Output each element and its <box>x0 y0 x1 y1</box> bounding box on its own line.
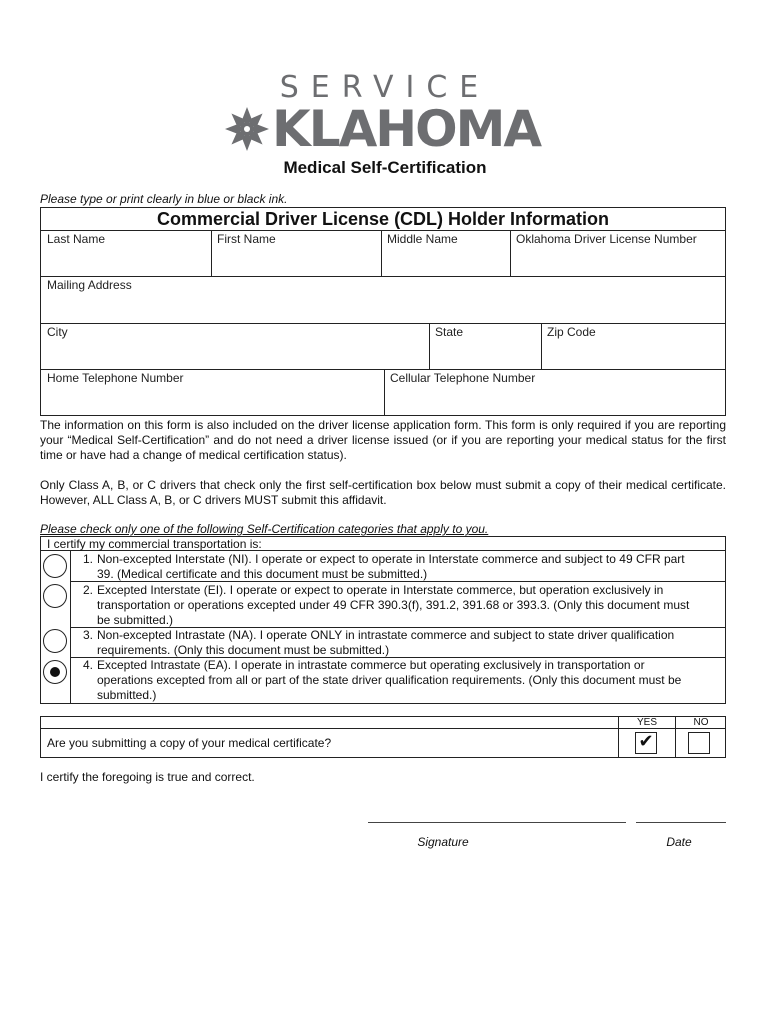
no-checkbox[interactable] <box>688 732 710 754</box>
city-field[interactable]: City <box>47 325 68 339</box>
mailing-address-field[interactable]: Mailing Address <box>47 278 132 292</box>
certification-instruction: Please check only one of the following Self-Certification categories that apply to you. <box>40 522 489 536</box>
middle-name-field[interactable]: Middle Name <box>387 232 458 246</box>
radio-excepted-intrastate[interactable] <box>43 660 67 684</box>
cell-phone-field[interactable]: Cellular Telephone Number <box>390 371 536 385</box>
radio-selected-dot <box>50 667 60 677</box>
cert-option-number: 1. <box>82 552 93 566</box>
cert-option-text: Non-excepted Interstate (NI). I operate or expect to operate in Interstate commerce and subject to 49 CFR part 39. (Medical certificate and this document must be submitted.) <box>97 552 685 581</box>
form-title: Medical Self-Certification <box>283 158 487 177</box>
certification-intro: I certify my commercial transportation is: <box>47 537 262 551</box>
radio-excepted-interstate[interactable] <box>43 584 67 608</box>
cert-option-number: 3. <box>82 628 93 642</box>
last-name-field[interactable]: Last Name <box>47 232 106 246</box>
cert-option-text: Excepted Intrastate (EA). I operate in intrastate commerce but operating exclusively in transportation or operations excepted from all or part of the state driver qualification requirements. (Only this document must be submitted.) <box>97 658 682 702</box>
yes-label: YES <box>636 717 657 728</box>
medical-certificate-question: Are you submitting a copy of your medical certificate? <box>47 736 332 750</box>
state-field[interactable]: State <box>435 325 464 339</box>
logo-service-text: SERVICE <box>279 70 491 105</box>
info-paragraph: The information on this form is also included on the driver license application form. This form is only required if you are reporting your “Medical Self-Certification” and do not need a driver license issued (or if you are reporting your medical status for the first time or have had a change of medical certification status). <box>40 418 726 462</box>
logo-oklahoma-text: KLAHOMA <box>272 100 541 158</box>
license-number-field[interactable]: Oklahoma Driver License Number <box>516 232 697 246</box>
home-phone-field[interactable]: Home Telephone Number <box>47 371 184 385</box>
cert-option-number: 2. <box>82 583 93 597</box>
certify-statement: I certify the foregoing is true and correct. <box>40 770 255 784</box>
zip-code-field[interactable]: Zip Code <box>547 325 596 339</box>
date-label: Date <box>666 835 692 849</box>
cert-option-text: Excepted Interstate (EI). I operate or expect to operate in Interstate commerce, but operation exclusively in transportation or operations excepted under 49 CFR 390.3(f), 391.2, 391.68 or 393.3. (Only this document must be submitted.) <box>97 583 690 627</box>
no-label: NO <box>693 717 709 728</box>
class-requirement-paragraph: Only Class A, B, or C drivers that check only the first self-certification box below must submit a copy of their medical certificate. However, ALL Class A, B, or C drivers MUST submit this affidavit. <box>40 478 726 507</box>
oklahoma-star-icon <box>222 104 272 154</box>
cdl-holder-info-table <box>40 207 726 416</box>
ink-instruction: Please type or print clearly in blue or black ink. <box>40 192 288 206</box>
yes-checkbox[interactable]: ✔ <box>635 732 657 754</box>
signature-line[interactable] <box>368 822 626 823</box>
cdl-section-heading: Commercial Driver License (CDL) Holder Information <box>41 208 725 231</box>
date-line[interactable] <box>636 822 726 823</box>
radio-non-excepted-intrastate[interactable] <box>43 629 67 653</box>
first-name-field[interactable]: First Name <box>217 232 276 246</box>
radio-non-excepted-interstate[interactable] <box>43 554 67 578</box>
signature-label: Signature <box>417 835 469 849</box>
service-oklahoma-logo <box>222 101 540 157</box>
cert-option-number: 4. <box>82 658 93 672</box>
cert-option-text: Non-excepted Intrastate (NA). I operate ONLY in intrastate commerce and subject to state driver qualification requirements. (Only this document must be submitted.) <box>97 628 675 657</box>
